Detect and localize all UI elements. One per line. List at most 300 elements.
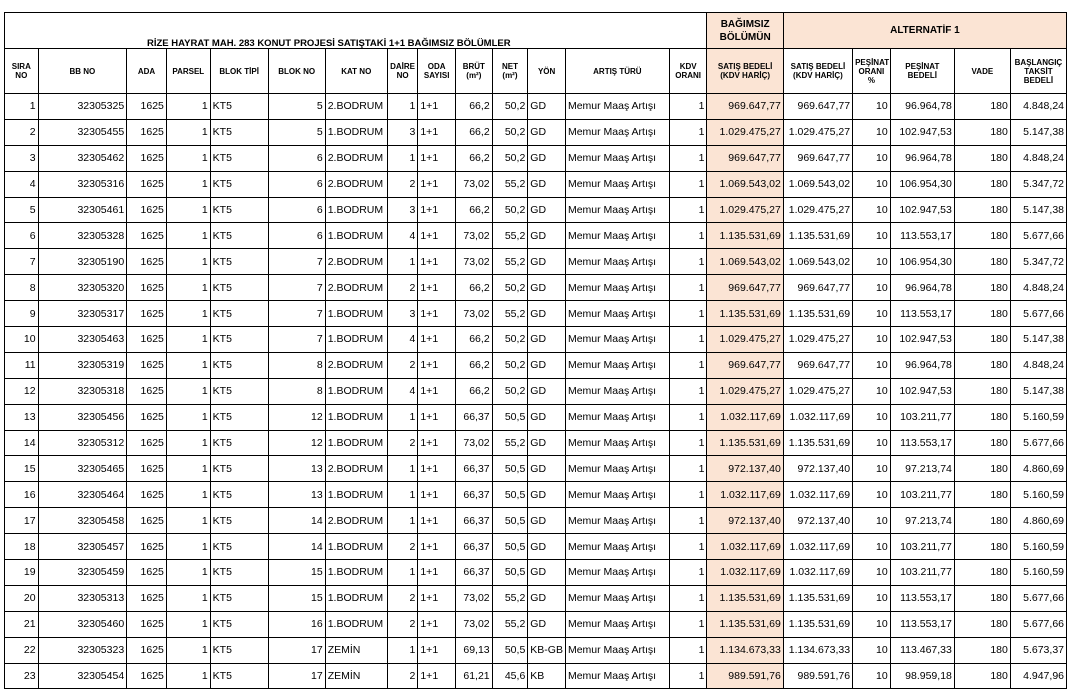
cell-satis-bedeli-alt: 1.135.531,69 [783,223,852,249]
cell-yon: GD [528,404,566,430]
cell-blok-no: 17 [268,663,325,689]
cell-baslangic-taksit: 5.147,38 [1010,197,1066,223]
cell-oda-sayisi: 1+1 [418,663,456,689]
column-header-row [5,49,1067,94]
cell-brut: 66,2 [456,275,493,301]
cell-ada: 1625 [127,663,167,689]
cell-sira-no: 23 [5,663,39,689]
cell-pesinat-bedeli: 113.553,17 [890,430,954,456]
cell-artis-turu: Memur Maaş Artışı [565,508,669,534]
cell-oda-sayisi: 1+1 [418,352,456,378]
cell-baslangic-taksit: 4.947,96 [1010,663,1066,689]
cell-parsel: 1 [166,197,210,223]
cell-kat-no: 1.BODRUM [325,404,387,430]
cell-oda-sayisi: 1+1 [418,534,456,560]
bagimsiz-bolum-header [707,13,783,49]
cell-daire-no: 3 [387,119,418,145]
cell-yon: GD [528,327,566,353]
cell-artis-turu: Memur Maaş Artışı [565,171,669,197]
cell-vade: 180 [954,301,1010,327]
cell-satis-bedeli-bagimsiz: 1.069.543,02 [707,249,783,275]
cell-ada: 1625 [127,508,167,534]
cell-oda-sayisi: 1+1 [418,378,456,404]
cell-daire-no: 4 [387,327,418,353]
cell-satis-bedeli-alt: 1.135.531,69 [783,585,852,611]
cell-ada: 1625 [127,275,167,301]
cell-blok-no: 12 [268,430,325,456]
cell-net: 50,2 [492,327,528,353]
cell-kdv-orani: 1 [669,482,707,508]
col-bb-no [38,49,127,94]
cell-baslangic-taksit: 4.848,24 [1010,145,1066,171]
cell-bb-no: 32305313 [38,585,127,611]
cell-kat-no: 2.BODRUM [325,275,387,301]
column-header-text: (KDV HARİÇ) [793,71,843,80]
cell-baslangic-taksit: 5.677,66 [1010,430,1066,456]
cell-parsel: 1 [166,456,210,482]
cell-pesinat-orani: 10 [853,534,891,560]
cell-yon: GD [528,508,566,534]
col-oda-sayisi [418,49,456,94]
cell-kdv-orani: 1 [669,119,707,145]
cell-baslangic-taksit: 5.160,59 [1010,560,1066,586]
cell-daire-no: 2 [387,171,418,197]
cell-blok-tipi: KT5 [210,378,268,404]
cell-blok-tipi: KT5 [210,94,268,120]
cell-satis-bedeli-bagimsiz: 1.032.117,69 [707,560,783,586]
cell-artis-turu: Memur Maaş Artışı [565,94,669,120]
cell-sira-no: 16 [5,482,39,508]
cell-artis-turu: Memur Maaş Artışı [565,611,669,637]
table-row [5,430,1067,456]
cell-bb-no: 32305456 [38,404,127,430]
cell-yon: GD [528,611,566,637]
cell-net: 55,2 [492,249,528,275]
column-header-text: BAŞLANGIÇ [1014,57,1063,67]
column-header-text: NO [396,71,409,80]
cell-pesinat-bedeli: 102.947,53 [890,119,954,145]
cell-satis-bedeli-bagimsiz: 972.137,40 [707,456,783,482]
cell-satis-bedeli-alt: 1.135.531,69 [783,301,852,327]
alternatif-header: ALTERNATİF 1 [783,13,1066,49]
column-header-text: ORANI % [858,66,885,85]
col-baslangic-taksit [1010,49,1066,94]
cell-blok-no: 6 [268,197,325,223]
cell-satis-bedeli-alt: 972.137,40 [783,456,852,482]
cell-brut: 66,37 [456,404,493,430]
cell-yon: GD [528,249,566,275]
cell-blok-tipi: KT5 [210,585,268,611]
cell-satis-bedeli-bagimsiz: 969.647,77 [707,94,783,120]
cell-oda-sayisi: 1+1 [418,119,456,145]
cell-kat-no: 2.BODRUM [325,352,387,378]
cell-oda-sayisi: 1+1 [418,637,456,663]
cell-ada: 1625 [127,223,167,249]
cell-blok-tipi: KT5 [210,482,268,508]
cell-yon: GD [528,456,566,482]
cell-parsel: 1 [166,534,210,560]
cell-blok-no: 8 [268,352,325,378]
cell-sira-no: 1 [5,94,39,120]
cell-pesinat-orani: 10 [853,223,891,249]
cell-brut: 66,2 [456,352,493,378]
cell-vade: 180 [954,404,1010,430]
column-header-text: KDV [679,62,697,71]
cell-daire-no: 2 [387,534,418,560]
cell-kdv-orani: 1 [669,404,707,430]
cell-kat-no: 1.BODRUM [325,534,387,560]
cell-blok-no: 14 [268,534,325,560]
cell-brut: 73,02 [456,171,493,197]
cell-daire-no: 1 [387,456,418,482]
cell-pesinat-bedeli: 113.553,17 [890,223,954,249]
col-satis-bedeli-bagimsiz [707,49,783,94]
cell-daire-no: 1 [387,404,418,430]
cell-bb-no: 32305190 [38,249,127,275]
cell-vade: 180 [954,534,1010,560]
cell-kat-no: 2.BODRUM [325,171,387,197]
cell-blok-tipi: KT5 [210,456,268,482]
cell-kdv-orani: 1 [669,171,707,197]
table-row [5,197,1067,223]
cell-kdv-orani: 1 [669,534,707,560]
cell-pesinat-orani: 10 [853,275,891,301]
cell-pesinat-orani: 10 [853,637,891,663]
sheet-title: RİZE HAYRAT MAH. 283 KONUT PROJESİ SATIŞTAKİ 1+1 BAĞIMSIZ BÖLÜMLER [5,13,707,49]
cell-vade: 180 [954,145,1010,171]
cell-satis-bedeli-bagimsiz: 972.137,40 [707,508,783,534]
cell-yon: KB-GB [528,637,566,663]
cell-sira-no: 22 [5,637,39,663]
cell-pesinat-bedeli: 103.211,77 [890,534,954,560]
cell-brut: 66,2 [456,94,493,120]
cell-yon: GD [528,94,566,120]
cell-artis-turu: Memur Maaş Artışı [565,197,669,223]
cell-parsel: 1 [166,404,210,430]
cell-kdv-orani: 1 [669,508,707,534]
cell-vade: 180 [954,171,1010,197]
column-header-text: (m²) [502,71,518,80]
column-header-text: VADE [971,66,994,76]
cell-pesinat-bedeli: 103.211,77 [890,560,954,586]
cell-kdv-orani: 1 [669,560,707,586]
cell-oda-sayisi: 1+1 [418,404,456,430]
cell-blok-no: 6 [268,171,325,197]
cell-satis-bedeli-alt: 1.029.475,27 [783,327,852,353]
cell-sira-no: 5 [5,197,39,223]
cell-brut: 66,2 [456,197,493,223]
cell-brut: 66,2 [456,327,493,353]
cell-brut: 66,37 [456,508,493,534]
cell-vade: 180 [954,197,1010,223]
cell-oda-sayisi: 1+1 [418,327,456,353]
cell-net: 55,2 [492,611,528,637]
cell-satis-bedeli-bagimsiz: 1.135.531,69 [707,430,783,456]
cell-yon: GD [528,145,566,171]
cell-vade: 180 [954,482,1010,508]
cell-ada: 1625 [127,560,167,586]
cell-satis-bedeli-alt: 1.032.117,69 [783,404,852,430]
table-row [5,637,1067,663]
cell-blok-no: 13 [268,482,325,508]
cell-artis-turu: Memur Maaş Artışı [565,534,669,560]
column-header-text: PEŞİNAT [855,57,890,67]
cell-parsel: 1 [166,378,210,404]
cell-kat-no: 2.BODRUM [325,508,387,534]
cell-pesinat-orani: 10 [853,456,891,482]
column-header-text: PEŞİNAT [905,62,940,71]
title-row [5,13,1067,49]
cell-oda-sayisi: 1+1 [418,197,456,223]
cell-bb-no: 32305455 [38,119,127,145]
cell-pesinat-orani: 10 [853,404,891,430]
col-yon [528,49,566,94]
cell-bb-no: 32305323 [38,637,127,663]
cell-blok-tipi: KT5 [210,197,268,223]
cell-bb-no: 32305320 [38,275,127,301]
cell-pesinat-orani: 10 [853,249,891,275]
cell-baslangic-taksit: 5.147,38 [1010,119,1066,145]
table-row [5,456,1067,482]
cell-brut: 73,02 [456,430,493,456]
table-row [5,352,1067,378]
cell-kdv-orani: 1 [669,197,707,223]
cell-pesinat-bedeli: 102.947,53 [890,378,954,404]
cell-vade: 180 [954,456,1010,482]
column-header-text: ADA [137,66,156,76]
col-net [492,49,528,94]
cell-pesinat-bedeli: 96.964,78 [890,275,954,301]
cell-bb-no: 32305317 [38,301,127,327]
cell-net: 50,5 [492,404,528,430]
cell-pesinat-orani: 10 [853,430,891,456]
cell-artis-turu: Memur Maaş Artışı [565,404,669,430]
cell-satis-bedeli-alt: 1.029.475,27 [783,119,852,145]
cell-vade: 180 [954,378,1010,404]
column-header-text: (KDV HARİÇ) [720,71,771,80]
cell-blok-no: 8 [268,378,325,404]
cell-baslangic-taksit: 5.347,72 [1010,249,1066,275]
cell-ada: 1625 [127,249,167,275]
cell-pesinat-bedeli: 103.211,77 [890,404,954,430]
cell-sira-no: 2 [5,119,39,145]
cell-vade: 180 [954,223,1010,249]
table-row [5,301,1067,327]
table-row [5,560,1067,586]
cell-blok-tipi: KT5 [210,145,268,171]
cell-satis-bedeli-alt: 989.591,76 [783,663,852,689]
cell-ada: 1625 [127,534,167,560]
cell-yon: GD [528,197,566,223]
cell-vade: 180 [954,585,1010,611]
cell-pesinat-orani: 10 [853,145,891,171]
cell-kat-no: 1.BODRUM [325,482,387,508]
column-header-text: BLOK NO [278,66,316,76]
cell-blok-tipi: KT5 [210,119,268,145]
col-kdv-orani [669,49,707,94]
cell-pesinat-bedeli: 102.947,53 [890,327,954,353]
cell-baslangic-taksit: 5.147,38 [1010,327,1066,353]
cell-blok-no: 17 [268,637,325,663]
cell-kat-no: 2.BODRUM [325,249,387,275]
cell-yon: GD [528,301,566,327]
cell-sira-no: 13 [5,404,39,430]
cell-bb-no: 32305463 [38,327,127,353]
cell-pesinat-bedeli: 113.553,17 [890,585,954,611]
cell-net: 50,2 [492,197,528,223]
cell-pesinat-orani: 10 [853,352,891,378]
cell-vade: 180 [954,249,1010,275]
cell-kat-no: 1.BODRUM [325,560,387,586]
cell-yon: KB [528,663,566,689]
cell-bb-no: 32305325 [38,94,127,120]
cell-pesinat-bedeli: 98.959,18 [890,663,954,689]
cell-daire-no: 3 [387,197,418,223]
cell-satis-bedeli-bagimsiz: 1.029.475,27 [707,378,783,404]
cell-satis-bedeli-alt: 969.647,77 [783,94,852,120]
cell-ada: 1625 [127,456,167,482]
cell-artis-turu: Memur Maaş Artışı [565,637,669,663]
cell-yon: GD [528,585,566,611]
cell-satis-bedeli-bagimsiz: 1.135.531,69 [707,611,783,637]
cell-artis-turu: Memur Maaş Artışı [565,430,669,456]
cell-sira-no: 6 [5,223,39,249]
cell-satis-bedeli-alt: 969.647,77 [783,352,852,378]
cell-satis-bedeli-alt: 972.137,40 [783,508,852,534]
cell-net: 50,2 [492,352,528,378]
cell-blok-tipi: KT5 [210,301,268,327]
cell-ada: 1625 [127,404,167,430]
cell-pesinat-orani: 10 [853,197,891,223]
cell-baslangic-taksit: 4.848,24 [1010,275,1066,301]
cell-baslangic-taksit: 5.160,59 [1010,534,1066,560]
cell-ada: 1625 [127,585,167,611]
cell-kat-no: 1.BODRUM [325,611,387,637]
cell-vade: 180 [954,560,1010,586]
cell-blok-tipi: KT5 [210,430,268,456]
col-sira-no [5,49,39,94]
cell-baslangic-taksit: 5.347,72 [1010,171,1066,197]
table-row [5,404,1067,430]
cell-kdv-orani: 1 [669,637,707,663]
cell-pesinat-orani: 10 [853,560,891,586]
cell-satis-bedeli-alt: 969.647,77 [783,275,852,301]
cell-net: 50,5 [492,637,528,663]
table-row [5,94,1067,120]
cell-bb-no: 32305328 [38,223,127,249]
cell-bb-no: 32305319 [38,352,127,378]
cell-sira-no: 9 [5,301,39,327]
cell-oda-sayisi: 1+1 [418,145,456,171]
cell-blok-no: 14 [268,508,325,534]
cell-daire-no: 2 [387,275,418,301]
cell-vade: 180 [954,637,1010,663]
cell-kat-no: 1.BODRUM [325,378,387,404]
cell-baslangic-taksit: 5.677,66 [1010,301,1066,327]
cell-blok-no: 7 [268,249,325,275]
cell-satis-bedeli-bagimsiz: 969.647,77 [707,145,783,171]
cell-brut: 66,37 [456,456,493,482]
cell-baslangic-taksit: 5.677,66 [1010,223,1066,249]
cell-sira-no: 8 [5,275,39,301]
cell-baslangic-taksit: 5.673,37 [1010,637,1066,663]
cell-sira-no: 15 [5,456,39,482]
col-vade [954,49,1010,94]
cell-sira-no: 12 [5,378,39,404]
cell-kat-no: 1.BODRUM [325,197,387,223]
column-header-text: BEDELİ [1023,75,1054,85]
cell-yon: GD [528,430,566,456]
cell-sira-no: 7 [5,249,39,275]
cell-artis-turu: Memur Maaş Artışı [565,352,669,378]
cell-kdv-orani: 1 [669,275,707,301]
cell-satis-bedeli-bagimsiz: 969.647,77 [707,352,783,378]
cell-oda-sayisi: 1+1 [418,611,456,637]
column-header-text: BEDELİ [907,71,937,80]
column-header-text: SIRA [11,62,31,71]
cell-artis-turu: Memur Maaş Artışı [565,223,669,249]
cell-baslangic-taksit: 5.160,59 [1010,404,1066,430]
cell-parsel: 1 [166,94,210,120]
cell-brut: 66,2 [456,119,493,145]
cell-satis-bedeli-alt: 1.029.475,27 [783,378,852,404]
cell-net: 50,2 [492,94,528,120]
cell-satis-bedeli-bagimsiz: 989.591,76 [707,663,783,689]
cell-blok-tipi: KT5 [210,534,268,560]
cell-parsel: 1 [166,663,210,689]
cell-pesinat-bedeli: 113.467,33 [890,637,954,663]
cell-blok-no: 7 [268,301,325,327]
cell-baslangic-taksit: 4.860,69 [1010,456,1066,482]
cell-satis-bedeli-alt: 1.135.531,69 [783,611,852,637]
cell-artis-turu: Memur Maaş Artışı [565,119,669,145]
col-kat-no [325,49,387,94]
cell-satis-bedeli-alt: 1.032.117,69 [783,482,852,508]
cell-kat-no: 1.BODRUM [325,430,387,456]
col-blok-tipi [210,49,268,94]
cell-blok-no: 6 [268,223,325,249]
cell-brut: 66,2 [456,145,493,171]
cell-kdv-orani: 1 [669,352,707,378]
cell-bb-no: 32305312 [38,430,127,456]
table-row [5,249,1067,275]
cell-oda-sayisi: 1+1 [418,223,456,249]
cell-vade: 180 [954,430,1010,456]
cell-blok-no: 13 [268,456,325,482]
cell-ada: 1625 [127,119,167,145]
cell-sira-no: 20 [5,585,39,611]
column-header-text: SATIŞ BEDELİ [717,62,773,71]
cell-kdv-orani: 1 [669,585,707,611]
column-header-text: ODA [427,62,446,71]
cell-kdv-orani: 1 [669,94,707,120]
cell-daire-no: 2 [387,611,418,637]
cell-daire-no: 1 [387,508,418,534]
cell-pesinat-bedeli: 103.211,77 [890,482,954,508]
cell-kdv-orani: 1 [669,327,707,353]
cell-blok-tipi: KT5 [210,508,268,534]
cell-sira-no: 21 [5,611,39,637]
cell-oda-sayisi: 1+1 [418,94,456,120]
cell-pesinat-orani: 10 [853,171,891,197]
cell-oda-sayisi: 1+1 [418,430,456,456]
cell-net: 55,2 [492,223,528,249]
cell-pesinat-orani: 10 [853,611,891,637]
cell-ada: 1625 [127,301,167,327]
cell-blok-tipi: KT5 [210,560,268,586]
bagimsiz-line2: BÖLÜMÜN [719,31,771,43]
cell-pesinat-bedeli: 96.964,78 [890,145,954,171]
